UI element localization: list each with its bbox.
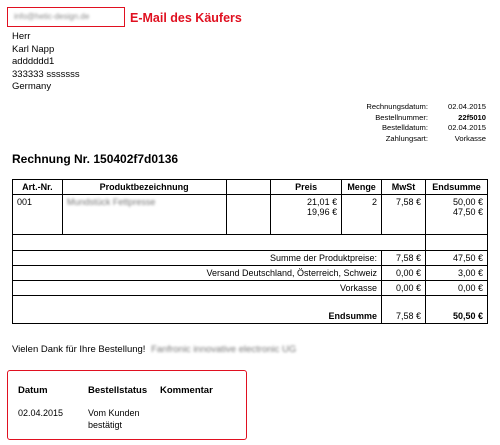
- column-header: Produktbezeichnung: [62, 180, 226, 195]
- grand-total-amount: 50,50 €: [425, 296, 487, 324]
- column-header: Endsumme: [425, 180, 487, 195]
- art-nr-cell: 001: [13, 195, 63, 235]
- spacer-cell: [13, 235, 426, 251]
- address-line: adddddd1: [12, 56, 55, 67]
- price-cell: [271, 195, 342, 235]
- product-name-cell: [62, 195, 226, 235]
- price-value: 19,96 €: [307, 207, 338, 217]
- status-value: [88, 407, 140, 431]
- buyer-email-note: E-Mail des Käufers: [130, 11, 242, 25]
- thank-you-message: [12, 344, 296, 355]
- meta-label: Bestellnummer:: [375, 112, 428, 122]
- buyer-email-redacted: info@hetic-design.de: [14, 12, 90, 21]
- summary-label: Versand Deutschland, Österreich, Schweiz: [13, 266, 382, 281]
- column-header: Menge: [342, 180, 382, 195]
- address-line: Germany: [12, 81, 52, 92]
- grand-total-vat: 7,58 €: [382, 296, 426, 324]
- summary-row: [13, 266, 488, 281]
- meta-value: 02.04.2015: [447, 102, 486, 111]
- status-line: Vom Kunden: [88, 408, 140, 418]
- meta-row-invoice-date: [300, 102, 486, 113]
- meta-row-order-date: [300, 123, 486, 134]
- spacer-row: [13, 235, 488, 251]
- total-cell: [425, 195, 487, 235]
- meta-label: Rechnungsdatum:: [366, 102, 428, 111]
- address-line: 333333 sssssss: [12, 68, 80, 80]
- meta-label: Bestelldatum:: [381, 123, 428, 132]
- summary-vat: 0,00 €: [382, 266, 426, 281]
- billing-address: [12, 31, 80, 94]
- meta-value: Vorkasse: [454, 133, 486, 143]
- price-value: 21,01 €: [307, 197, 338, 207]
- summary-vat: 0,00 €: [382, 281, 426, 296]
- address-line: Herr: [12, 31, 31, 42]
- total-value: 50,00 €: [452, 197, 483, 207]
- empty-cell: [226, 195, 271, 235]
- summary-row: [13, 251, 488, 266]
- grand-total-label: Endsumme: [13, 296, 382, 324]
- summary-label: Vorkasse: [13, 281, 382, 296]
- meta-row-payment-method: [300, 134, 486, 145]
- address-line: Karl Napp: [12, 43, 55, 55]
- meta-label: Zahlungsart:: [385, 133, 428, 143]
- invoice-title: Rechnung Nr. 150402f7d0136: [12, 152, 179, 166]
- column-header: MwSt: [382, 180, 426, 195]
- summary-total: 3,00 €: [425, 266, 487, 281]
- summary-row: [13, 281, 488, 296]
- summary-label: Summe der Produktpreise:: [13, 251, 382, 266]
- total-value: 47,50 €: [452, 207, 483, 217]
- table-header-row: [13, 180, 488, 195]
- spacer-cell: [425, 235, 487, 251]
- status-header-status: Bestellstatus: [88, 385, 148, 396]
- meta-value: 22f5010: [458, 112, 486, 122]
- shop-name-redacted: Fanfronic innovative electronic UG: [151, 344, 297, 355]
- status-header-comment: Kommentar: [160, 385, 213, 396]
- grand-total-row: [13, 296, 488, 324]
- invoice-meta: [300, 102, 486, 144]
- invoice-table: [12, 179, 488, 324]
- order-status-box: [7, 370, 247, 440]
- summary-vat: 7,58 €: [382, 251, 426, 266]
- column-header: Preis: [271, 180, 342, 195]
- status-header-date: Datum: [18, 385, 48, 396]
- summary-total: 0,00 €: [425, 281, 487, 296]
- column-header-empty: [226, 180, 271, 195]
- table-row: [13, 195, 488, 235]
- vat-cell: 7,58 €: [382, 195, 426, 235]
- thank-you-text: Vielen Dank für Ihre Bestellung!: [12, 344, 146, 355]
- column-header: Art.-Nr.: [13, 180, 63, 195]
- summary-total: 47,50 €: [425, 251, 487, 266]
- status-line: bestätigt: [88, 420, 123, 430]
- meta-row-order-number: [300, 113, 486, 124]
- meta-value: 02.04.2015: [447, 123, 486, 132]
- quantity-cell: 2: [342, 195, 382, 235]
- status-date: 02.04.2015: [18, 408, 64, 418]
- product-name-redacted: Mundstück Fettpresse: [66, 197, 156, 207]
